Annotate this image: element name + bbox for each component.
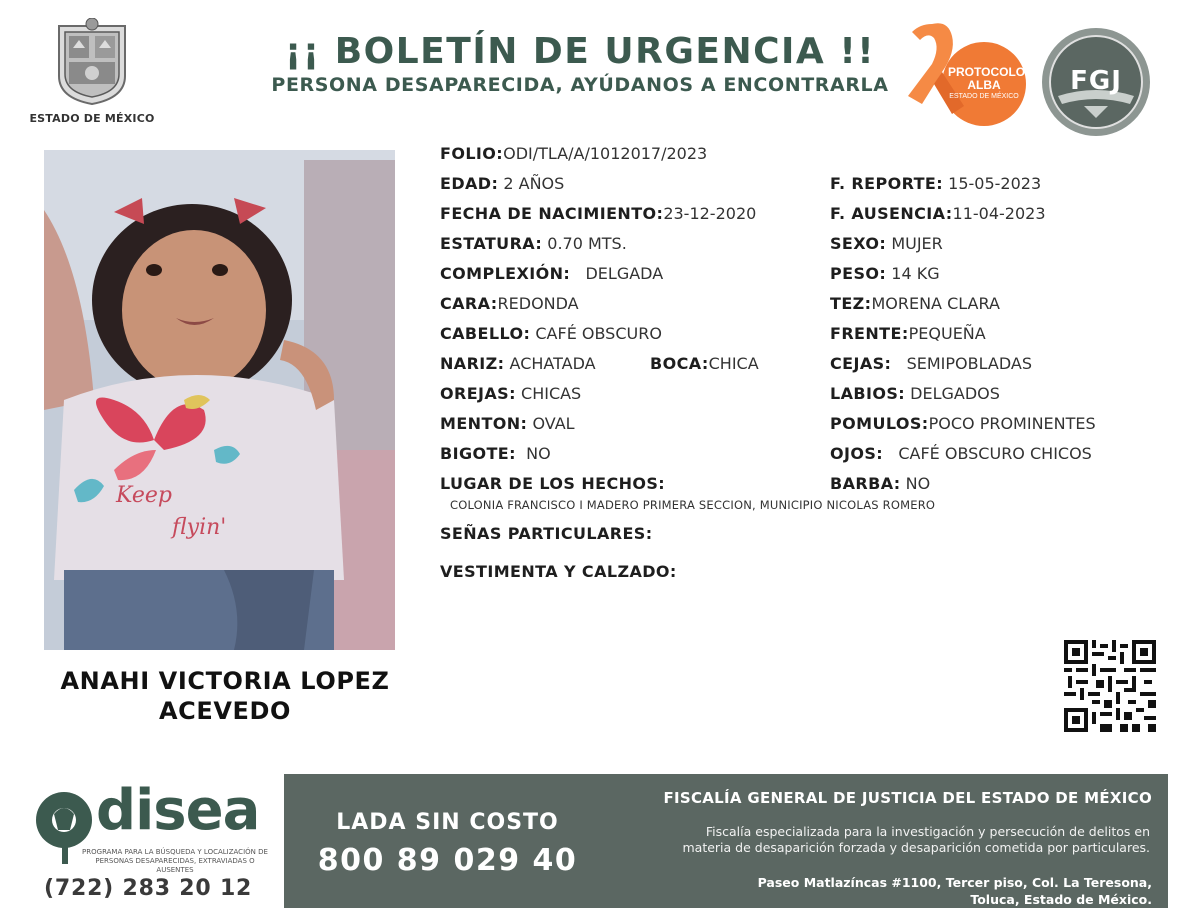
field-bigote xyxy=(440,444,551,464)
odisea-word: disea xyxy=(96,778,260,843)
bulletin-title: ¡¡ BOLETÍN DE URGENCIA !! xyxy=(284,31,876,72)
field-bigote-value: NO xyxy=(526,444,551,463)
child-photo-illustration xyxy=(44,150,395,650)
field-complexion-value: DELGADA xyxy=(585,264,664,283)
field-peso xyxy=(830,264,940,284)
field-estatura-value: 0.70 MTS. xyxy=(547,234,627,253)
odisea-description: PROGRAMA PARA LA BÚSQUEDA Y LOCALIZACIÓN DE PERSONAS DESAPARECIDAS, EXTRAVIADAS O AUSENTES xyxy=(82,848,268,874)
field-vestimenta-label: VESTIMENTA Y CALZADO: xyxy=(440,562,677,581)
field-pomulos xyxy=(830,414,1096,434)
state-label: ESTADO DE MÉXICO xyxy=(29,112,155,125)
field-peso-value: 14 KG xyxy=(891,264,940,283)
field-bigote-label: BIGOTE: xyxy=(440,444,516,463)
field-barba xyxy=(830,474,930,494)
field-tez-label: TEZ: xyxy=(830,294,872,313)
field-ojos-value: CAFÉ OBSCURO CHICOS xyxy=(898,444,1092,463)
field-barba-value: NO xyxy=(905,474,931,493)
field-complexion-label: COMPLEXIÓN: xyxy=(440,264,571,283)
field-menton-label: MENTON: xyxy=(440,414,528,433)
field-peso-label: PESO: xyxy=(830,264,887,283)
estado-de-mexico-logo xyxy=(22,18,162,125)
person-name-line1: ANAHI VICTORIA LOPEZ xyxy=(60,667,390,695)
field-cejas-label: CEJAS: xyxy=(830,354,892,373)
field-labios-label: LABIOS: xyxy=(830,384,906,403)
protocolo-alba-logo xyxy=(898,20,1028,132)
field-edad xyxy=(440,174,564,194)
fiscalia-description xyxy=(598,824,1150,856)
bulletin-header xyxy=(250,30,910,96)
field-frente xyxy=(830,324,986,344)
field-f-reporte-value: 15-05-2023 xyxy=(948,174,1042,193)
alba-line3: ESTADO DE MÉXICO xyxy=(949,93,1019,100)
field-edad-value: 2 AÑOS xyxy=(503,174,565,193)
field-nariz-label: NARIZ: xyxy=(440,354,505,373)
fiscalia-address-line1: Paseo Matlazíncas #1100, Tercer piso, Col. La Teresona, xyxy=(757,875,1152,890)
field-cejas-value: SEMIPOBLADAS xyxy=(906,354,1032,373)
field-nariz xyxy=(440,354,596,374)
field-menton xyxy=(440,414,575,434)
field-pomulos-value: POCO PROMINENTES xyxy=(928,414,1096,433)
field-boca xyxy=(650,354,759,374)
fiscalia-address xyxy=(610,874,1152,908)
coat-of-arms-icon xyxy=(53,18,131,106)
field-f-ausencia-label: F. AUSENCIA: xyxy=(830,204,953,223)
field-senas-label: SEÑAS PARTICULARES: xyxy=(440,524,653,543)
fiscalia-description-line2: materia de desaparición forzada y desaparición cometida por particulares. xyxy=(682,840,1150,855)
person-name-line2: ACEVEDO xyxy=(158,697,292,725)
field-boca-value: CHICA xyxy=(708,354,759,373)
field-sexo-label: SEXO: xyxy=(830,234,887,253)
field-nacimiento-value: 23-12-2020 xyxy=(663,204,757,223)
field-cara xyxy=(440,294,579,314)
field-edad-label: EDAD: xyxy=(440,174,499,193)
field-lugar xyxy=(440,474,665,494)
toll-free-number: 800 89 029 40 xyxy=(317,843,578,878)
field-estatura xyxy=(440,234,627,254)
field-pomulos-label: POMULOS: xyxy=(830,414,929,433)
field-frente-value: PEQUEÑA xyxy=(908,324,986,343)
qr-code-icon[interactable] xyxy=(1064,640,1156,732)
field-folio-value: ODI/TLA/A/1012017/2023 xyxy=(503,144,708,163)
missing-person-photo xyxy=(44,150,395,650)
odisea-phone: (722) 283 20 12 xyxy=(44,876,253,901)
toll-free-block xyxy=(305,810,590,878)
field-nacimiento xyxy=(440,204,756,224)
field-tez-value: MORENA CLARA xyxy=(871,294,1000,313)
field-cabello xyxy=(440,324,662,344)
field-menton-value: OVAL xyxy=(532,414,575,433)
field-folio xyxy=(440,144,707,164)
field-cara-label: CARA: xyxy=(440,294,498,313)
field-nariz-value: ACHATADA xyxy=(509,354,596,373)
field-barba-label: BARBA: xyxy=(830,474,901,493)
alba-line1: PROTOCOLO xyxy=(948,65,1026,79)
field-cabello-label: CABELLO: xyxy=(440,324,531,343)
field-sexo-value: MUJER xyxy=(891,234,943,253)
field-boca-label: BOCA: xyxy=(650,354,709,373)
person-name xyxy=(30,666,420,726)
field-labios xyxy=(830,384,1000,404)
field-f-ausencia-value: 11-04-2023 xyxy=(952,204,1046,223)
field-cabello-value: CAFÉ OBSCURO xyxy=(535,324,662,343)
field-labios-value: DELGADOS xyxy=(910,384,1000,403)
field-senas xyxy=(440,524,653,544)
field-ojos xyxy=(830,444,1092,464)
fiscalia-description-line1: Fiscalía especializada para la investigación y persecución de delitos en xyxy=(705,824,1150,839)
field-cejas xyxy=(830,354,1032,374)
field-nacimiento-label: FECHA DE NACIMIENTO: xyxy=(440,204,664,223)
field-tez xyxy=(830,294,1000,314)
field-folio-label: FOLIO: xyxy=(440,144,504,163)
fgj-logo xyxy=(1040,26,1152,138)
shirt-text-line2: flyin' xyxy=(172,515,227,540)
field-sexo xyxy=(830,234,943,254)
field-orejas-label: OREJAS: xyxy=(440,384,516,403)
fiscalia-title: FISCALÍA GENERAL DE JUSTICIA DEL ESTADO DE MÉXICO xyxy=(663,789,1152,807)
field-lugar-label: LUGAR DE LOS HECHOS: xyxy=(440,474,666,493)
field-vestimenta xyxy=(440,562,677,582)
field-complexion xyxy=(440,264,663,284)
field-ojos-label: OJOS: xyxy=(830,444,884,463)
field-f-reporte-label: F. REPORTE: xyxy=(830,174,944,193)
field-frente-label: FRENTE: xyxy=(830,324,909,343)
field-cara-value: REDONDA xyxy=(497,294,579,313)
field-lugar-value: COLONIA FRANCISCO I MADERO PRIMERA SECCION, MUNICIPIO NICOLAS ROMERO xyxy=(450,498,936,512)
alba-line2: ALBA xyxy=(967,78,1001,92)
field-orejas xyxy=(440,384,581,404)
shirt-text-line1: Keep xyxy=(116,483,172,508)
fiscalia-address-line2: Toluca, Estado de México. xyxy=(970,892,1152,907)
field-estatura-label: ESTATURA: xyxy=(440,234,543,253)
toll-free-label: LADA SIN COSTO xyxy=(336,810,559,835)
field-orejas-value: CHICAS xyxy=(521,384,582,403)
fgj-label: FGJ xyxy=(1070,66,1122,96)
bulletin-subtitle: PERSONA DESAPARECIDA, AYÚDANOS A ENCONTRARLA xyxy=(271,74,889,96)
field-f-ausencia xyxy=(830,204,1046,224)
field-f-reporte xyxy=(830,174,1041,194)
